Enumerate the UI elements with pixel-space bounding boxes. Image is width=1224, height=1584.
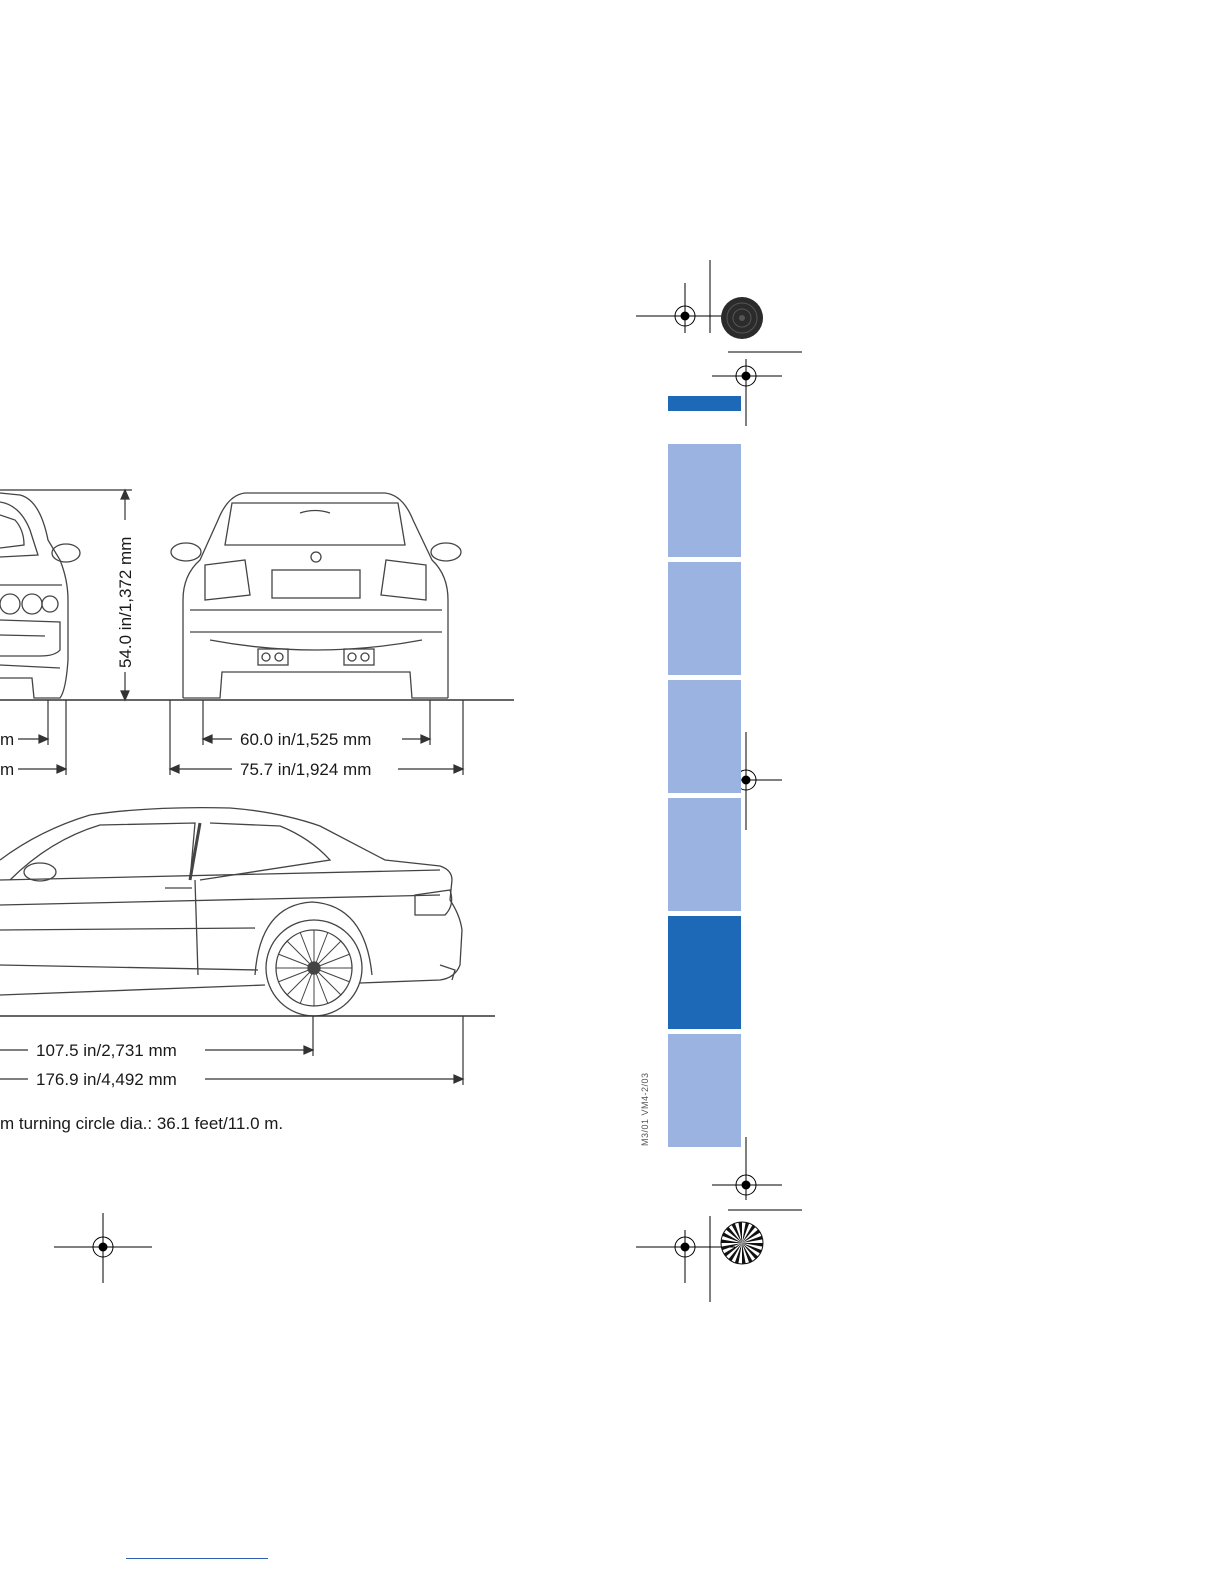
chapter-tab-5-active[interactable]: [668, 916, 741, 1029]
starburst-segment: [742, 1243, 758, 1259]
side-view-car: [0, 808, 462, 995]
chapter-tab-6[interactable]: [668, 1034, 741, 1147]
turning-circle-note: m turning circle dia.: 36.1 feet/11.0 m.: [0, 1114, 284, 1133]
front-track-partial-label: m: [0, 730, 15, 749]
rear-track-label: 60.0 in/1,525 mm: [240, 730, 372, 749]
rear-width-label: 75.7 in/1,924 mm: [240, 760, 372, 779]
chapter-tab-2[interactable]: [668, 562, 741, 675]
chapter-tab-3[interactable]: [668, 680, 741, 793]
length-label: 176.9 in/4,492 mm: [36, 1070, 177, 1089]
front-view-car: [0, 493, 80, 698]
chapter-tab-1[interactable]: [668, 444, 741, 557]
registration-mark-right-top: [712, 359, 782, 426]
starburst-target-icon: [721, 1222, 763, 1264]
starburst-segment: [726, 1227, 742, 1243]
front-track-dimension: [18, 700, 66, 775]
registration-mark-bottom: [636, 1216, 735, 1302]
footer-rule: [126, 1558, 268, 1559]
wheelbase-label: 107.5 in/2,731 mm: [36, 1041, 177, 1060]
rear-view-car: [171, 493, 461, 698]
registration-mark-top: [636, 260, 735, 333]
rear-wheel: [266, 920, 362, 1016]
chapter-tab-4[interactable]: [668, 798, 741, 911]
color-target-icon-top: [721, 297, 763, 339]
height-dimension-line: [0, 490, 132, 700]
height-label: 54.0 in/1,372 mm: [116, 536, 135, 668]
registration-mark-bottom-left: [54, 1213, 152, 1283]
spine-code: M3/01 VM4-2/03: [640, 1072, 650, 1146]
front-width-partial-label: m: [0, 760, 15, 779]
section-header-bar: [668, 396, 741, 411]
